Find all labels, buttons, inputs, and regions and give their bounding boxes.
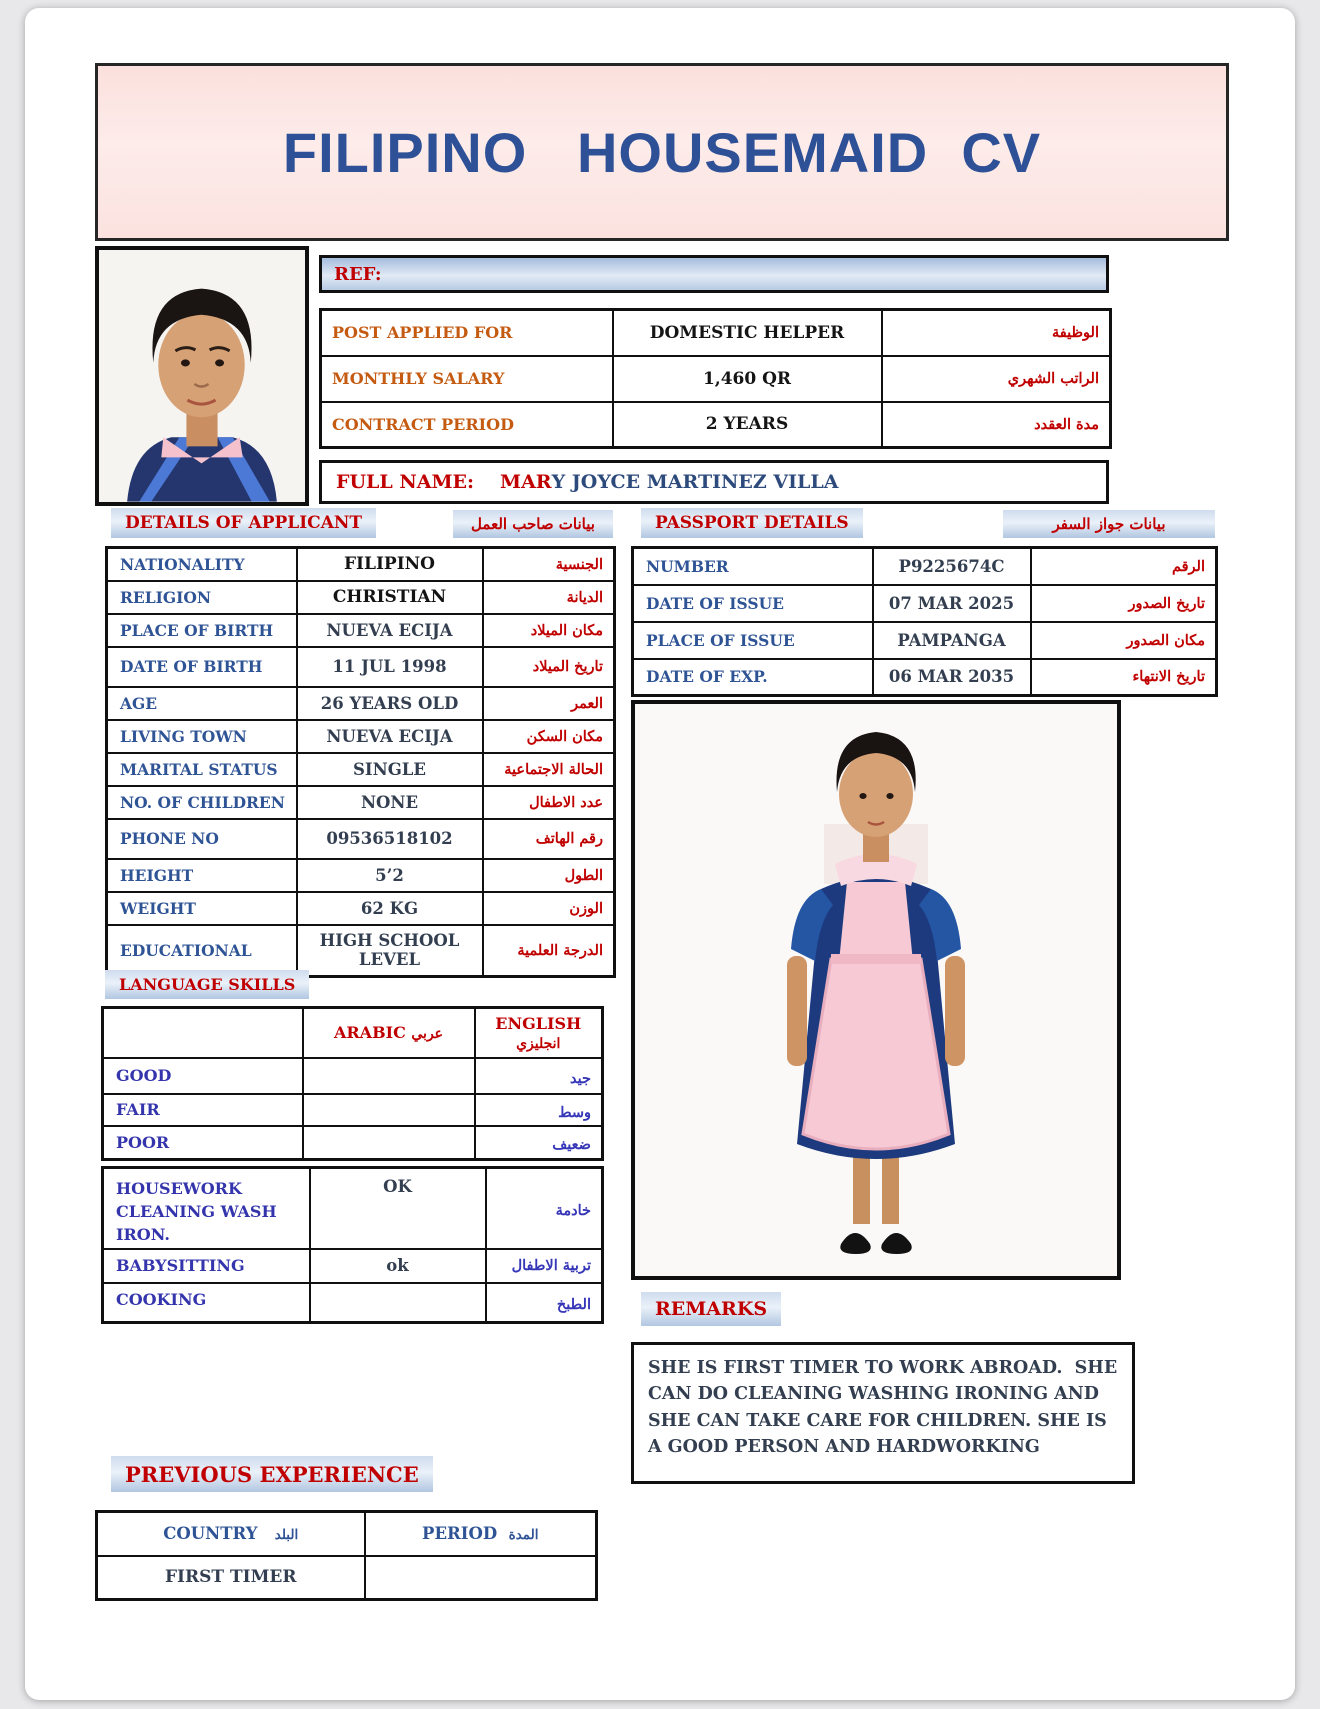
table-row (633, 622, 1217, 659)
passport-section-title-arabic (1003, 510, 1215, 538)
period-column-header (365, 1512, 597, 1556)
remarks-box: SHE IS FIRST TIMER TO WORK ABROAD. SHE CAN DO CLEANING WASHING IRONING AND SHE CAN TAKE CARE FOR CHILDREN. SHE IS A GOOD PERSON AND HARDWORKING (631, 1342, 1135, 1484)
living-town-value: NUEVA ECIJA (297, 720, 483, 753)
table-row (103, 1094, 603, 1126)
fullbody-illustration (635, 704, 1117, 1276)
phone-value: 09536518102 (297, 819, 483, 859)
cv-page (25, 8, 1295, 1700)
language-skills-table (101, 1006, 604, 1161)
living-town-arabic: مكان السكن (483, 720, 615, 753)
height-arabic: الطول (483, 859, 615, 892)
details-title-arabic-text: بيانات صاحب العمل (471, 515, 595, 533)
table-row (107, 687, 615, 720)
details-table (105, 546, 616, 978)
fair-arabic-cell (303, 1094, 475, 1126)
date-of-issue-label: DATE OF ISSUE (633, 585, 873, 622)
post-applied-value: DOMESTIC HELPER (613, 310, 882, 356)
contract-period-value: 2 YEARS (613, 402, 882, 448)
table-row (107, 548, 615, 581)
table-row (107, 925, 615, 977)
date-of-issue-value: 07 MAR 2025 (873, 585, 1031, 622)
monthly-salary-label: MONTHLY SALARY (321, 356, 613, 402)
place-of-issue-label: PLACE OF ISSUE (633, 622, 873, 659)
country-header-en: COUNTRY (163, 1524, 258, 1544)
headshot-illustration (99, 250, 305, 502)
passport-section-title (641, 508, 863, 538)
full-name-value-red: MAR (500, 471, 552, 493)
passport-title-arabic-text: بيانات جواز السفر (1052, 515, 1166, 533)
full-name-bar (319, 460, 1109, 504)
age-arabic: العمر (483, 687, 615, 720)
place-of-issue-arabic: مكان الصدور (1031, 622, 1217, 659)
nationality-arabic: الجنسية (483, 548, 615, 581)
place-of-birth-value: NUEVA ECIJA (297, 614, 483, 647)
table-row (103, 1126, 603, 1160)
phone-label: PHONE NO (107, 819, 297, 859)
full-name-label: FULL NAME: (336, 471, 475, 493)
religion-label: RELIGION (107, 581, 297, 614)
table-row (633, 585, 1217, 622)
monthly-salary-arabic: الراتب الشهري (882, 356, 1111, 402)
nationality-value: FILIPINO (297, 548, 483, 581)
english-header-en: ENGLISH (495, 1013, 582, 1033)
weight-arabic: الوزن (483, 892, 615, 925)
details-section-title-arabic (453, 510, 613, 538)
educational-arabic: الدرجة العلمية (483, 925, 615, 977)
language-skills-section-title (105, 970, 309, 999)
place-of-issue-value: PAMPANGA (873, 622, 1031, 659)
remarks-section-title (641, 1292, 781, 1326)
english-column-header (475, 1008, 603, 1058)
fair-label: FAIR (103, 1094, 303, 1126)
educational-label: EDUCATIONAL (107, 925, 297, 977)
poor-arabic: ضعيف (475, 1126, 603, 1160)
details-section-title (111, 508, 376, 538)
post-applied-arabic: الوظيفة (882, 310, 1111, 356)
place-of-birth-label: PLACE OF BIRTH (107, 614, 297, 647)
date-of-exp-arabic: تاريخ الانتهاء (1031, 659, 1217, 696)
housework-label: HOUSEWORK CLEANING WASH IRON. (103, 1168, 310, 1249)
age-value: 26 YEARS OLD (297, 687, 483, 720)
arabic-column-header (303, 1008, 475, 1058)
passport-title-text: PASSPORT DETAILS (655, 513, 849, 533)
period-header-ar: المدة (508, 1527, 539, 1544)
previous-experience-title-text: PREVIOUS EXPERIENCE (125, 1461, 419, 1487)
babysitting-label: BABYSITTING (103, 1249, 310, 1283)
weight-value: 62 KG (297, 892, 483, 925)
language-empty-header (103, 1008, 303, 1058)
page-title: FILIPINO HOUSEMAID CV (282, 120, 1042, 184)
living-town-label: LIVING TOWN (107, 720, 297, 753)
children-value: NONE (297, 786, 483, 819)
babysitting-value: ok (310, 1249, 486, 1283)
table-row (107, 720, 615, 753)
date-of-exp-value: 06 MAR 2035 (873, 659, 1031, 696)
table-row (107, 786, 615, 819)
table-row (633, 548, 1217, 585)
table-row (321, 402, 1111, 448)
period-value-cell (365, 1556, 597, 1600)
nationality-label: NATIONALITY (107, 548, 297, 581)
table-row (321, 310, 1111, 356)
age-label: AGE (107, 687, 297, 720)
title-banner (95, 63, 1229, 241)
fair-arabic: وسط (475, 1094, 603, 1126)
housework-arabic: خادمة (486, 1168, 603, 1249)
ref-bar (319, 255, 1109, 293)
poor-label: POOR (103, 1126, 303, 1160)
table-row (103, 1058, 603, 1094)
table-row (107, 819, 615, 859)
table-row (633, 659, 1217, 696)
application-table (319, 308, 1112, 449)
table-row (103, 1249, 603, 1283)
previous-experience-table (95, 1510, 598, 1601)
table-row (103, 1283, 603, 1323)
country-header-ar: البلد (274, 1527, 299, 1544)
country-column-header (97, 1512, 365, 1556)
date-of-issue-arabic: تاريخ الصدور (1031, 585, 1217, 622)
first-timer-value: FIRST TIMER (97, 1556, 365, 1600)
weight-label: WEIGHT (107, 892, 297, 925)
phone-arabic: رقم الهاتف (483, 819, 615, 859)
details-title-text: DETAILS OF APPLICANT (125, 513, 363, 533)
height-label: HEIGHT (107, 859, 297, 892)
passport-number-arabic: الرقم (1031, 548, 1217, 585)
ref-label: REF: (334, 263, 382, 285)
full-name-value-blue: Y JOYCE MARTINEZ VILLA (551, 471, 839, 493)
applicant-headshot-photo (95, 246, 309, 506)
table-row (107, 614, 615, 647)
date-of-birth-value: 11 JUL 1998 (297, 647, 483, 687)
date-of-birth-arabic: تاريخ الميلاد (483, 647, 615, 687)
marital-status-value: SINGLE (297, 753, 483, 786)
date-of-birth-label: DATE OF BIRTH (107, 647, 297, 687)
marital-status-arabic: الحالة الاجتماعية (483, 753, 615, 786)
arabic-header-en: ARABIC (333, 1023, 406, 1043)
cooking-value (310, 1283, 486, 1323)
monthly-salary-value: 1,460 QR (613, 356, 882, 402)
table-row (97, 1556, 597, 1600)
contract-period-label: CONTRACT PERIOD (321, 402, 613, 448)
post-applied-label: POST APPLIED FOR (321, 310, 613, 356)
good-label: GOOD (103, 1058, 303, 1094)
table-row (97, 1512, 597, 1556)
table-row (103, 1008, 603, 1058)
babysitting-arabic: تربية الاطفال (486, 1249, 603, 1283)
contract-period-arabic: مدة العقدد (882, 402, 1111, 448)
remarks-title-text: REMARKS (655, 1298, 768, 1320)
table-row (107, 859, 615, 892)
table-row (107, 892, 615, 925)
religion-arabic: الديانة (483, 581, 615, 614)
applicant-fullbody-photo (631, 700, 1121, 1280)
passport-number-label: NUMBER (633, 548, 873, 585)
language-skills-title-text: LANGUAGE SKILLS (119, 975, 296, 994)
arabic-header-ar: عربي (411, 1026, 444, 1043)
place-of-birth-arabic: مكان الميلاد (483, 614, 615, 647)
table-row (107, 647, 615, 687)
passport-table (631, 546, 1218, 697)
marital-status-label: MARITAL STATUS (107, 753, 297, 786)
previous-experience-section-title (111, 1456, 433, 1492)
good-arabic-cell (303, 1058, 475, 1094)
skills-table (101, 1166, 604, 1324)
table-row (103, 1168, 603, 1249)
children-label: NO. OF CHILDREN (107, 786, 297, 819)
good-arabic: جيد (475, 1058, 603, 1094)
table-row (321, 356, 1111, 402)
housework-value: OK (310, 1168, 486, 1249)
passport-number-value: P9225674C (873, 548, 1031, 585)
period-header-en: PERIOD (422, 1524, 498, 1544)
poor-arabic-cell (303, 1126, 475, 1160)
cooking-label: COOKING (103, 1283, 310, 1323)
educational-value: HIGH SCHOOL LEVEL (297, 925, 483, 977)
cooking-arabic: الطبخ (486, 1283, 603, 1323)
table-row (107, 581, 615, 614)
children-arabic: عدد الاطفال (483, 786, 615, 819)
table-row (107, 753, 615, 786)
english-header-ar: انجليزي (516, 1035, 561, 1052)
date-of-exp-label: DATE OF EXP. (633, 659, 873, 696)
religion-value: CHRISTIAN (297, 581, 483, 614)
height-value: 5’2 (297, 859, 483, 892)
